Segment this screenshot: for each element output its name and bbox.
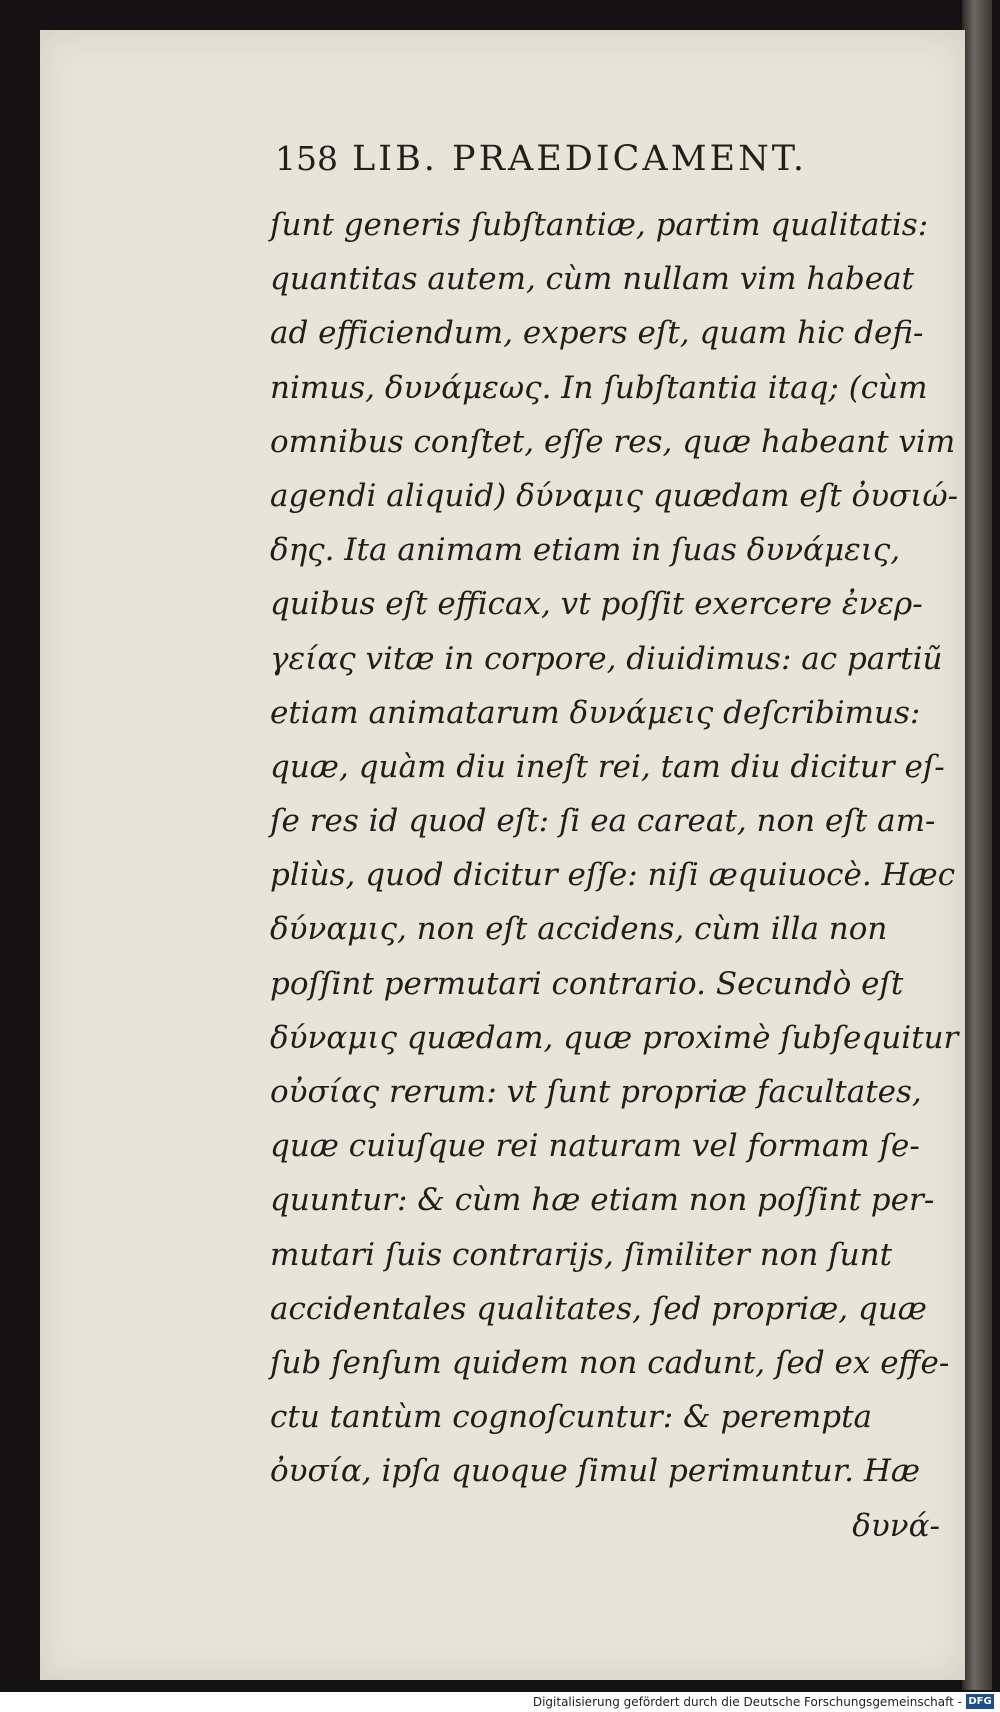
- running-head-title: LIB. PRAEDICAMENT.: [352, 139, 808, 179]
- text-line: pliùs, quod dicitur eſſe: niſi æquiuocè. Hæc: [270, 857, 956, 894]
- catchword: δυνά-: [852, 1507, 940, 1544]
- text-line: quantitas autem, cùm nullam vim habeat: [270, 261, 915, 298]
- text-line: ſunt generis ſubſtantiæ, partim qualitatis:: [270, 207, 929, 243]
- text-line: ſe res id quod eſt: ſi ea careat, non eſt am-: [270, 803, 936, 840]
- text-line: nimus, δυνάμεως. In ſubſtantia itaq; (cùm: [270, 369, 928, 406]
- text-line: ctu tantùm cognoſcuntur: & perempta: [270, 1399, 873, 1436]
- text-line: δύναμις quædam, quæ proximè ſubſequitur: [270, 1019, 959, 1056]
- text-line: γείας vitæ in corpore, diuidimus: ac partiũ: [270, 640, 943, 677]
- text-line: omnibus conſtet, eſſe res, quæ habeant vim: [270, 423, 956, 460]
- text-line: ad efficiendum, expers eſt, quam hic defi-: [270, 315, 924, 352]
- text-line: etiam animatarum δυνάμεις deſcribimus:: [270, 694, 921, 731]
- text-line: οὐσίας rerum: vt ſunt propriæ facultates,: [270, 1074, 922, 1110]
- text-line: accidentales qualitates, ſed propriæ, quæ: [270, 1290, 927, 1327]
- footer-credit: Digitalisierung gefördert durch die Deutsche Forschungsgemeinschaft -: [532, 1695, 962, 1709]
- text-line: quæ cuiuſque rei naturam vel formam ſe-: [270, 1128, 920, 1165]
- text-line: quibus eſt efficax, vt poſſit exercere ἐνερ-: [270, 586, 923, 623]
- text-line: δης. Ita animam etiam in ſuas δυνάμεις,: [270, 532, 901, 569]
- text-line: ὀυσία, ipſa quoque ſimul perimuntur. Hæ: [270, 1453, 921, 1490]
- dfg-logo: DFG: [966, 1694, 994, 1709]
- text-line: quæ, quàm diu ineſt rei, tam diu dicitur eſ-: [270, 748, 945, 785]
- footer-bar: [0, 1692, 1000, 1712]
- running-header: [275, 139, 895, 179]
- text-line: ſub ſenſum quidem non cadunt, ſed ex effe-: [270, 1344, 950, 1381]
- body-text: [270, 198, 959, 1553]
- text-line: poſſint permutari contrario. Secundò eſt: [270, 965, 904, 1002]
- text-line: δύναμις, non eſt accidens, cùm illa non: [270, 911, 888, 948]
- book-edge: [962, 0, 992, 1690]
- page-number: 158: [275, 139, 338, 178]
- text-line: mutari ſuis contrarijs, ſimiliter non ſunt: [270, 1236, 893, 1273]
- text-line: agendi aliquid) δύναμις quædam eſt ὀυσιώ-: [270, 477, 959, 514]
- text-line: quuntur: & cùm hæ etiam non poſſint per-: [270, 1182, 935, 1219]
